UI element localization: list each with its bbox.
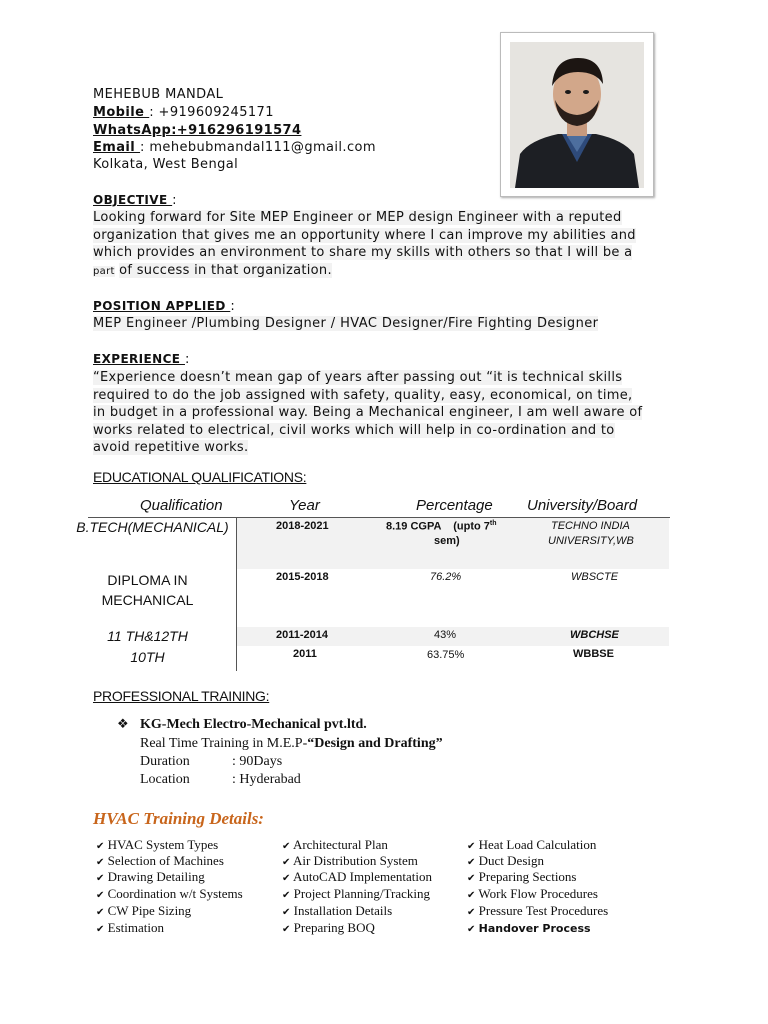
list-item: ✔ Drawing Detailing — [96, 869, 205, 884]
list-item: ✔ Coordination w/t Systems — [96, 886, 243, 901]
check-icon: ✔ — [467, 857, 476, 868]
mobile-line — [93, 105, 274, 120]
list-item: ✔ Preparing Sections — [467, 869, 577, 884]
list-item: ✔ Work Flow Procedures — [467, 886, 598, 901]
list-item: ✔ Project Planning/Tracking — [282, 886, 431, 901]
check-icon: ✔ — [282, 890, 291, 901]
check-icon: ✔ — [282, 873, 291, 884]
list-item: ✔ HVAC System Types — [96, 837, 219, 852]
training-company: KG-Mech Electro-Mechanical pvt.ltd. — [140, 717, 367, 732]
board-cell: WBCHSE — [570, 629, 619, 641]
mobile-value: : +919609245171 — [149, 105, 274, 120]
list-item: ✔ Estimation — [96, 920, 164, 935]
percentage-cell: 8.19 CGPA (upto 7th — [386, 520, 497, 533]
check-icon: ✔ — [282, 857, 291, 868]
duration-label: Duration — [140, 754, 190, 769]
board-cell: WBSCTE — [571, 571, 619, 583]
whatsapp-line — [93, 123, 301, 138]
person-portrait-icon — [510, 42, 644, 188]
training-heading: PROFESSIONAL TRAINING: — [93, 688, 270, 704]
list-item: ✔ CW Pipe Sizing — [96, 903, 192, 918]
experience-text: “Experience doesn’t mean gap of years after passing out “it is technical skills required to do the job assigned with safety, quality, easy, economical, on time, in budget in a professional way. Being a Mechanical engineer, I am well aware of works related to electrical, civil works which will help in co-ordination and to avoid repetitive works. — [93, 370, 643, 456]
email-value: : mehebubmandal111@gmail.com — [140, 140, 376, 155]
experience-heading: EXPERIENCE : — [93, 352, 190, 367]
email-label: Email — [93, 140, 141, 155]
list-item: ✔ Handover Process — [467, 922, 591, 935]
list-item: ✔ Installation Details — [282, 903, 393, 918]
candidate-name: MEHEBUB MANDAL — [93, 87, 224, 102]
list-item: ✔ Heat Load Calculation — [467, 837, 597, 852]
list-item: ✔ Preparing BOQ — [282, 920, 375, 935]
hvac-heading: HVAC Training Details: — [93, 809, 264, 828]
col-year: Year — [289, 497, 320, 514]
board-cell-cont: UNIVERSITY,WB — [548, 535, 634, 547]
list-item: ✔ Air Distribution System — [282, 853, 418, 868]
check-icon: ✔ — [467, 841, 476, 852]
year-cell: 2015-2018 — [276, 571, 329, 583]
board-cell: WBBSE — [573, 648, 614, 660]
location-value: : Hyderabad — [232, 772, 301, 787]
location-line: Kolkata, West Bengal — [93, 157, 239, 172]
position-heading: POSITION APPLIED : — [93, 299, 236, 314]
check-icon: ✔ — [282, 907, 291, 918]
table-row: 10TH — [130, 649, 165, 665]
objective-text: Looking forward for Site MEP Engineer or MEP design Engineer with a reputed organization that gives me an opportunity where I can improve my abilities and which provides an environment to share my skills with others so that I will be a part of success in that organization. — [93, 210, 636, 278]
percentage-cell-cont: sem) — [434, 535, 460, 547]
check-icon: ✔ — [96, 873, 105, 884]
col-qualification: Qualification — [140, 497, 223, 514]
profile-photo-frame — [500, 32, 654, 197]
position-text: MEP Engineer /Plumbing Designer / HVAC Designer/Fire Fighting Designer — [93, 316, 599, 331]
profile-photo — [510, 42, 644, 188]
check-icon: ✔ — [96, 907, 105, 918]
list-item: ✔ Architectural Plan — [282, 837, 388, 852]
check-icon: ✔ — [467, 890, 476, 901]
objective-heading: OBJECTIVE : — [93, 193, 177, 208]
board-cell: TECHNO INDIA — [551, 520, 630, 532]
education-heading: EDUCATIONAL QUALIFICATIONS: — [93, 469, 307, 485]
check-icon: ✔ — [467, 907, 476, 918]
percentage-cell: 43% — [434, 629, 457, 641]
year-cell: 2011 — [293, 648, 317, 660]
check-icon: ✔ — [467, 873, 476, 884]
check-icon: ✔ — [96, 924, 105, 935]
check-icon: ✔ — [96, 890, 105, 901]
col-percentage: Percentage — [416, 497, 493, 514]
check-icon: ✔ — [282, 841, 291, 852]
diamond-bullet-icon: ❖ — [117, 716, 129, 731]
location-label: Location — [140, 772, 190, 787]
table-row: DIPLOMA IN MECHANICAL — [101, 572, 194, 608]
col-board: University/Board — [527, 497, 638, 514]
list-item: ✔ AutoCAD Implementation — [282, 869, 432, 884]
percentage-cell: 63.75% — [427, 649, 465, 661]
check-icon: ✔ — [467, 924, 476, 935]
email-line — [93, 140, 376, 155]
list-item: ✔ Selection of Machines — [96, 853, 224, 868]
check-icon: ✔ — [96, 841, 105, 852]
whatsapp-value: WhatsApp:+916296191574 — [93, 123, 302, 138]
percentage-cell: 76.2% — [430, 571, 462, 583]
mobile-label: Mobile — [93, 105, 150, 120]
duration-value: : 90Days — [232, 754, 283, 769]
list-item: ✔ Duct Design — [467, 853, 544, 868]
check-icon: ✔ — [96, 857, 105, 868]
year-cell: 2011-2014 — [276, 629, 328, 641]
table-row: B.TECH(MECHANICAL) — [76, 519, 229, 535]
check-icon: ✔ — [282, 924, 291, 935]
table-row: 11 TH&12TH — [107, 628, 188, 644]
year-cell: 2018-2021 — [276, 520, 329, 532]
training-description: Real Time Training in M.E.P-“Design and Drafting” — [140, 736, 443, 751]
list-item: ✔ Pressure Test Procedures — [467, 903, 609, 918]
